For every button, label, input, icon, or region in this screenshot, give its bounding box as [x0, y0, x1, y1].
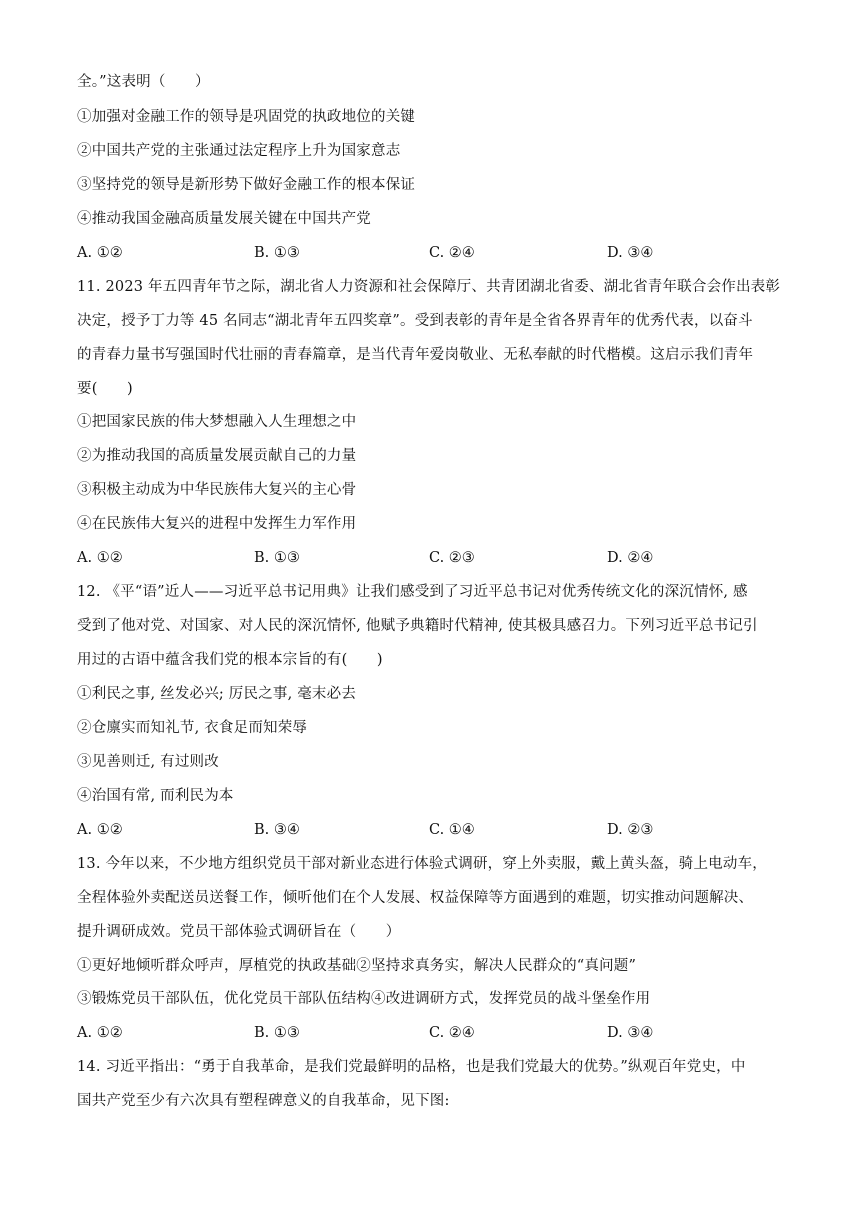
q10-statement-3: ③坚持党的领导是新形势下做好金融工作的根本保证	[77, 177, 416, 193]
q12-option-b[interactable]: B. ③④	[254, 822, 300, 838]
q12-option-d[interactable]: D. ②③	[607, 822, 654, 838]
q11-option-a[interactable]: A. ①②	[77, 550, 123, 566]
q10-option-a[interactable]: A. ①②	[77, 245, 123, 261]
q14-stem-line-1: 14. 习近平指出：“勇于自我革命，是我们党最鲜明的品格，也是我们党最大的优势。”纵观百年党史，中	[77, 1059, 746, 1075]
q12-statement-4: ④治国有常, 而利民为本	[77, 788, 234, 804]
q11-statement-3: ③积极主动成为中华民族伟大复兴的主心骨	[77, 482, 357, 498]
q11-stem-line-3: 的青春力量书写强国时代壮丽的青春篇章，是当代青年爱岗敬业、无私奉献的时代楷模。这启示我们青年	[77, 347, 754, 363]
q13-option-d[interactable]: D. ③④	[607, 1025, 654, 1041]
q11-option-c[interactable]: C. ②③	[429, 550, 475, 566]
q11-option-d[interactable]: D. ②④	[607, 550, 654, 566]
q11-option-b[interactable]: B. ①③	[254, 550, 300, 566]
q11-stem-line-1: 11. 2023 年五四青年节之际，湖北省人力资源和社会保障厅、共青团湖北省委、湖北省青年联合会作出表彰	[77, 279, 781, 295]
q12-stem-line-1: 12. 《平“语”近人——习近平总书记用典》让我们感受到了习近平总书记对优秀传统文化的深沉情怀, 感	[77, 584, 748, 600]
q13-option-a[interactable]: A. ①②	[77, 1025, 123, 1041]
q13-stem-line-3: 提升调研成效。党员干部体验式调研旨在（ ）	[77, 924, 401, 940]
q14-stem-line-2: 国共产党至少有六次具有塑程碑意义的自我革命，见下图:	[77, 1093, 450, 1109]
q10-option-b[interactable]: B. ①③	[254, 245, 300, 261]
q11-stem-line-4: 要( )	[77, 381, 133, 397]
q12-stem-line-2: 受到了他对党、对国家、对人民的深沉情怀, 他赋予典籍时代精神, 使其极具感召力。下列习近平总书记引	[77, 618, 758, 634]
q11-stem-line-2: 决定，授予丁力等 45 名同志“湖北青年五四奖章”。受到表彰的青年是全省各界青年的优秀代表，以奋斗	[77, 313, 753, 329]
q13-option-c[interactable]: C. ②④	[429, 1025, 475, 1041]
q11-options	[77, 548, 797, 568]
q11-statement-4: ④在民族伟大复兴的进程中发挥生力军作用	[77, 516, 357, 532]
q12-stem-line-3: 用过的古语中蕴含我们党的根本宗旨的有( )	[77, 652, 383, 668]
q10-option-d[interactable]: D. ③④	[607, 245, 654, 261]
q11-statement-2: ②为推动我国的高质量发展贡献自己的力量	[77, 448, 357, 464]
q13-option-b[interactable]: B. ①③	[254, 1025, 300, 1041]
q13-statement-1-2: ①更好地倾听群众呼声，厚植党的执政基础②坚持求真务实，解决人民群众的“真问题”	[77, 958, 637, 974]
q13-stem-line-2: 全程体验外卖配送员送餐工作，倾听他们在个人发展、权益保障等方面遇到的难题，切实推动问题解决、	[77, 890, 754, 906]
q10-statement-4: ④推动我国金融高质量发展关键在中国共产党	[77, 211, 371, 227]
q13-options	[77, 1023, 797, 1043]
q10-option-c[interactable]: C. ②④	[429, 245, 475, 261]
q12-option-c[interactable]: C. ①④	[429, 822, 475, 838]
q10-options	[77, 243, 797, 263]
q12-statement-3: ③见善则迁, 有过则改	[77, 754, 219, 770]
question-10-stem: 全。”这表明（ ）	[77, 74, 210, 90]
q10-statement-1: ①加强对金融工作的领导是巩固党的执政地位的关键	[77, 109, 416, 125]
q11-statement-1: ①把国家民族的伟大梦想融入人生理想之中	[77, 414, 357, 430]
q13-stem-line-1: 13. 今年以来，不少地方组织党员干部对新业态进行体验式调研，穿上外卖服，戴上黄头盔，骑上电动车，	[77, 856, 767, 872]
q10-statement-2: ②中国共产党的主张通过法定程序上升为国家意志	[77, 143, 401, 159]
q12-statement-2: ②仓廪实而知礼节, 衣食足而知荣辱	[77, 720, 308, 736]
q12-statement-1: ①利民之事, 丝发必兴; 厉民之事, 毫末必去	[77, 686, 357, 702]
q13-statement-3-4: ③锻炼党员干部队伍，优化党员干部队伍结构④改进调研方式，发挥党员的战斗堡垒作用	[77, 991, 651, 1007]
q12-options	[77, 820, 797, 840]
q12-option-a[interactable]: A. ①②	[77, 822, 123, 838]
